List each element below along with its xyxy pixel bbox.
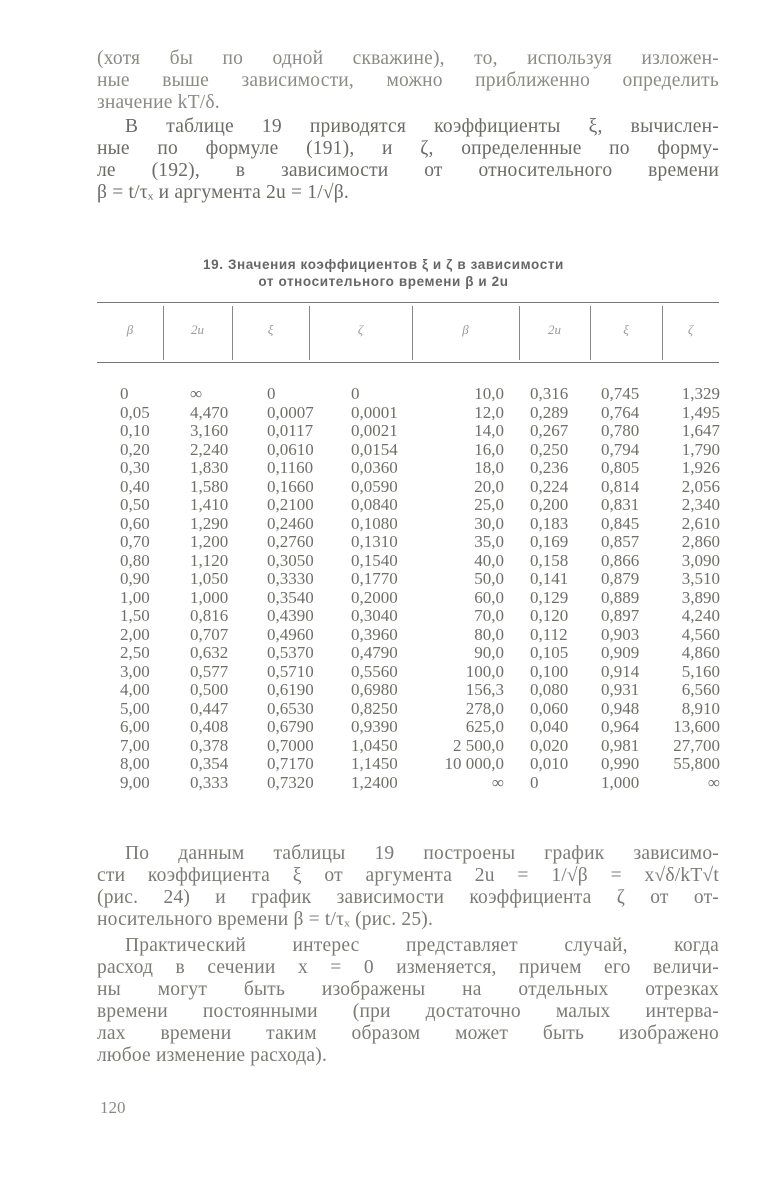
table-cell: 50,0	[474, 569, 504, 588]
table-cell: 60,0	[474, 587, 504, 607]
table-cell: 0,60	[120, 513, 150, 533]
table-header-rule	[97, 362, 719, 363]
table-cell: 0,30	[120, 458, 150, 477]
header-2u-left: 2u	[191, 322, 204, 337]
table-cell: 2 500,0	[453, 735, 504, 755]
table-cell: 55,800	[673, 754, 720, 773]
table-cell: 4,560	[681, 624, 720, 644]
table-top-rule	[97, 302, 719, 303]
header-xi-left: ξ	[267, 322, 274, 337]
table-cell: 2,240	[190, 439, 229, 459]
column-2u-right	[530, 385, 568, 792]
table-cell: 0,857	[601, 532, 640, 551]
table-cell: 0,0117	[267, 421, 314, 440]
table-cell: 25,0	[474, 495, 504, 514]
table-cell: 1,2400	[351, 772, 398, 792]
table-cell: 0,0360	[351, 458, 398, 477]
table-cell: 156,3	[465, 680, 504, 699]
table-cell: 0,0840	[351, 495, 398, 514]
paragraph-graphs	[97, 843, 719, 931]
table-cell: 0,814	[601, 476, 640, 496]
table-cell: 0,1080	[351, 513, 398, 533]
table-cell: 0,5370	[267, 643, 314, 662]
header-beta-left: β	[126, 322, 134, 337]
table-cell: 0,158	[530, 550, 569, 570]
table-cell: 0,20	[120, 439, 150, 459]
table-cell: 0,169	[530, 532, 569, 551]
table-cell: 0,816	[190, 606, 229, 625]
table-cell: 0,2000	[351, 587, 398, 607]
table-cell: 0,1660	[267, 476, 314, 496]
header-zeta-left: ζ	[357, 322, 364, 337]
table-cell: 0,909	[601, 643, 640, 662]
table-cell: 1,329	[681, 384, 720, 403]
table-cell: 0,990	[601, 754, 640, 773]
table-cell: 80,0	[474, 624, 504, 644]
table-cell: 0,141	[530, 569, 569, 588]
table-cell: 0,0001	[351, 402, 398, 422]
table-cell: 0,0590	[351, 476, 398, 496]
text-line: β = t/τₓ и аргумента 2u = 1/√β.	[97, 182, 349, 203]
table-cell: 0,4960	[267, 624, 314, 644]
table-cell: 1,000	[601, 772, 640, 792]
table-cell: 0,3540	[267, 587, 314, 607]
table-cell: 10 000,0	[444, 754, 504, 773]
text-line: ны могут быть изображены на отдельных отрезках	[97, 979, 719, 1000]
table-cell: 0,267	[530, 421, 569, 440]
table-cell: 0,020	[530, 735, 569, 755]
table-cell: 0,964	[601, 717, 640, 736]
table-cell: 0,8250	[351, 698, 398, 718]
table-cell: 0,632	[190, 643, 229, 662]
table-cell: 5,00	[120, 698, 150, 718]
table-cell: 0,5710	[267, 661, 314, 681]
table-cell: 3,160	[190, 421, 229, 440]
table-cell: 8,910	[681, 698, 720, 718]
column-zeta-left	[351, 385, 398, 792]
table-cell: 1,580	[190, 476, 229, 496]
table-cell: 0,100	[530, 661, 569, 681]
table-cell: 0,120	[530, 606, 569, 625]
table-cell: 0,333	[190, 772, 229, 792]
table-cell: 3,890	[681, 587, 720, 607]
table-cell: 16,0	[474, 439, 504, 459]
table-cell: 0,129	[530, 587, 569, 607]
table-cell: 0,105	[530, 643, 569, 662]
column-xi-left	[267, 385, 314, 792]
table-cell: 0,224	[530, 476, 569, 496]
table-cell: 0,040	[530, 717, 569, 736]
table-cell: 14,0	[474, 421, 504, 440]
table-cell: 0,1160	[267, 458, 314, 477]
table-cell: 625,0	[465, 717, 504, 736]
table-cell: 0,794	[601, 439, 640, 459]
table-cell: 2,610	[681, 513, 720, 533]
table-cell: 0,7000	[267, 735, 314, 755]
table-cell: 0,70	[120, 532, 150, 551]
table-caption-line1: 19. Значения коэффициентов ξ и ζ в зависимости	[203, 257, 564, 272]
table-cell: 0,4390	[267, 606, 314, 625]
table-cell: 3,510	[681, 569, 720, 588]
table-cell: 12,0	[474, 402, 504, 422]
table-caption-line2: от относительного времени β и 2u	[258, 274, 509, 289]
table-cell: 1,200	[190, 532, 229, 551]
table-cell: 0,6190	[267, 680, 314, 699]
table-cell: 0,914	[601, 661, 640, 681]
text-line: ле (192), в зависимости от относительного времени	[97, 160, 719, 181]
table-cell: 0,831	[601, 495, 640, 514]
table-cell: 1,0450	[351, 735, 398, 755]
table-cell: 0,3960	[351, 624, 398, 644]
table-cell: 1,050	[190, 569, 229, 588]
table-cell: 4,00	[120, 680, 150, 699]
table-cell: 0,080	[530, 680, 569, 699]
column-beta-left	[120, 385, 150, 792]
table-cell: 0,408	[190, 717, 229, 736]
table-cell: 0,981	[601, 735, 640, 755]
table-cell: 100,0	[465, 661, 504, 681]
table-cell: 0,897	[601, 606, 640, 625]
text-line: носительного времени β = t/τₓ (рис. 25).	[97, 909, 434, 930]
table-cell: 1,495	[681, 402, 720, 422]
table-cell: 0,7170	[267, 754, 314, 773]
table-cell: 0,10	[120, 421, 150, 440]
table-cell: 4,860	[681, 643, 720, 662]
header-2u-right: 2u	[548, 322, 561, 337]
table-cell: 0,9390	[351, 717, 398, 736]
table-cell: 2,00	[120, 624, 150, 644]
text-line: Практический интерес представляет случай, когда	[125, 935, 719, 956]
column-2u-left	[190, 385, 228, 792]
table-cell: 2,50	[120, 643, 150, 662]
table-cell: 0,060	[530, 698, 569, 718]
table-cell: 7,00	[120, 735, 150, 755]
table-cell: 0,2760	[267, 532, 314, 551]
text-line: времени постоянными (при достаточно малых интерва-	[97, 1001, 719, 1022]
table-cell: 0,316	[530, 384, 569, 403]
table-cell: 0,80	[120, 550, 150, 570]
table-cell: 70,0	[474, 606, 504, 625]
table-cell: 278,0	[465, 698, 504, 718]
table-cell: 4,470	[190, 402, 229, 422]
table-cell: 13,600	[673, 717, 720, 736]
table-cell: 0,0154	[351, 439, 398, 459]
text-line: В таблице 19 приводятся коэффициенты ξ, вычислен-	[125, 116, 719, 137]
table-cell: 0,3330	[267, 569, 314, 588]
text-line: значение kT/δ.	[97, 92, 220, 113]
table-cell: ∞	[491, 772, 504, 792]
table-cell: 27,700	[673, 735, 720, 755]
table-cell: 0,2100	[267, 495, 314, 514]
table-cell: 0,378	[190, 735, 229, 755]
text-line: лах времени таким образом может быть изображено	[97, 1023, 719, 1044]
column-zeta-right	[660, 385, 720, 792]
table-cell: 0,948	[601, 698, 640, 718]
table-cell: 0,805	[601, 458, 640, 477]
table-cell: 6,00	[120, 717, 150, 736]
page-number: 120	[100, 1098, 126, 1117]
table-cell: 0	[351, 384, 360, 403]
table-cell: 0,780	[601, 421, 640, 440]
table-cell: ∞	[190, 384, 203, 403]
table-cell: 1,1450	[351, 754, 398, 773]
table-cell: ∞	[707, 772, 720, 792]
text-line: сти коэффициента ξ от аргумента 2u = 1/√β = x√δ/kT√t	[97, 865, 719, 886]
table-cell: 0,6790	[267, 717, 314, 736]
table-cell: 1,410	[190, 495, 229, 514]
table-cell: 90,0	[474, 643, 504, 662]
table-cell: 0,0610	[267, 439, 314, 459]
table-cell: 0,354	[190, 754, 229, 773]
table-cell: 0,1770	[351, 569, 398, 588]
column-beta-right	[420, 385, 504, 792]
table-cell: 3,090	[681, 550, 720, 570]
text-line: (рис. 24) и график зависимости коэффициента ζ от от-	[97, 887, 719, 908]
table-cell: 1,50	[120, 606, 150, 625]
table-cell: 0,931	[601, 680, 640, 699]
table-cell: 0,1310	[351, 532, 398, 551]
table-cell: 0,90	[120, 569, 150, 588]
table-cell: 0,200	[530, 495, 569, 514]
table-cell: 0,577	[190, 661, 229, 681]
text-line: (хотя бы по одной скважине), то, используя изложен-	[97, 48, 719, 69]
table-cell: 0,250	[530, 439, 569, 459]
table-cell: 18,0	[474, 458, 504, 477]
table-cell: 1,830	[190, 458, 229, 477]
paragraph-intro	[97, 48, 719, 114]
table-cell: 1,647	[681, 421, 720, 440]
table-cell: 0,500	[190, 680, 229, 699]
text-line: ные по формуле (191), и ζ, определенные по форму-	[97, 138, 719, 159]
table-cell: 0	[267, 384, 276, 403]
table-cell: 2,340	[681, 495, 720, 514]
table-cell: 3,00	[120, 661, 150, 681]
table-cell: 10,0	[474, 384, 504, 403]
table-cell: 6,560	[681, 680, 720, 699]
table-cell: 0,112	[530, 624, 568, 644]
table-cell: 1,120	[190, 550, 229, 570]
paragraph-table-reference	[97, 116, 719, 204]
paragraph-practical-case	[97, 935, 719, 1067]
header-xi-right: ξ	[623, 322, 629, 337]
table-cell: 0,3050	[267, 550, 314, 570]
table-cell: 0,889	[601, 587, 640, 607]
header-zeta-right: ζ	[687, 322, 694, 337]
table-cell: 0,447	[190, 698, 229, 718]
text-line: По данным таблицы 19 построены график зависимо-	[125, 843, 719, 864]
table-cell: 0,903	[601, 624, 640, 644]
table-cell: 40,0	[474, 550, 504, 570]
table-cell: 0,764	[601, 402, 640, 422]
table-cell: 0,7320	[267, 772, 314, 792]
table-cell: 0,879	[601, 569, 640, 588]
table-cell: 2,056	[681, 476, 720, 496]
table-cell: 2,860	[681, 532, 720, 551]
table-cell: 35,0	[474, 532, 504, 551]
table-cell: 0,289	[530, 402, 569, 422]
table-cell: 0,0007	[267, 402, 314, 422]
table-cell: 1,000	[190, 587, 229, 607]
table-cell: 4,240	[681, 606, 720, 625]
table-cell: 0,745	[601, 384, 640, 403]
table-cell: 1,926	[681, 458, 720, 477]
text-line: расход в сечении x = 0 изменяется, причем его величи-	[97, 957, 719, 978]
header-beta-right: β	[462, 322, 469, 337]
table-cell: 0,6530	[267, 698, 314, 718]
table-cell: 0,845	[601, 513, 640, 533]
table-cell: 20,0	[474, 476, 504, 496]
table-cell: 8,00	[120, 754, 150, 773]
table-cell: 0,183	[530, 513, 569, 533]
table-cell: 1,00	[120, 587, 150, 607]
table-cell: 0,707	[190, 624, 229, 644]
table-cell: 1,790	[681, 439, 720, 459]
table-cell: 0,2460	[267, 513, 314, 533]
table-cell: 30,0	[474, 513, 504, 533]
table-cell: 5,160	[681, 661, 720, 681]
table-cell: 9,00	[120, 772, 150, 792]
table-cell: 0,3040	[351, 606, 398, 625]
table-cell: 0,05	[120, 402, 150, 422]
table-cell: 0,6980	[351, 680, 398, 699]
table-cell: 0,236	[530, 458, 569, 477]
table-cell: 0,5560	[351, 661, 398, 681]
table-cell: 0,50	[120, 495, 150, 514]
text-line: любое изменение расхода).	[97, 1045, 328, 1066]
table-cell: 0,4790	[351, 643, 398, 662]
table-cell: 0,0021	[351, 421, 398, 440]
text-line: ные выше зависимости, можно приближенно определить	[97, 70, 719, 91]
table-cell: 0,866	[601, 550, 640, 570]
column-xi-right	[601, 385, 639, 792]
table-cell: 0,40	[120, 476, 150, 496]
table-cell: 0	[530, 772, 539, 792]
table-cell: 1,290	[190, 513, 229, 533]
table-cell: 0,1540	[351, 550, 398, 570]
table-cell: 0,010	[530, 754, 569, 773]
table-cell: 0	[120, 384, 129, 403]
